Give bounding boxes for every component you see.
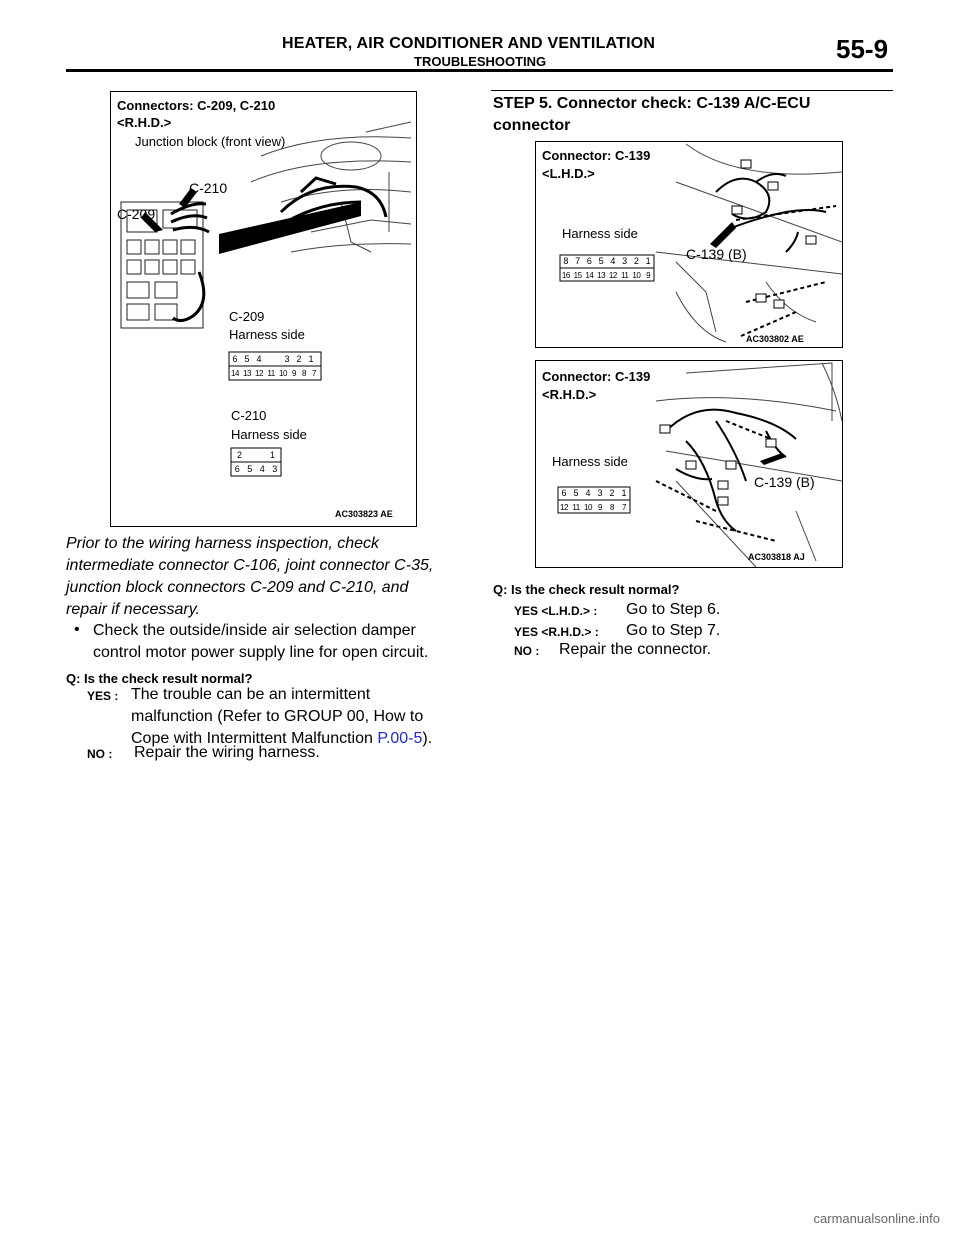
fig3-pins-top	[558, 487, 630, 500]
pin: 8	[610, 503, 614, 512]
intro-paragraph	[66, 533, 466, 621]
fig2-title: Connector: C-139	[542, 148, 651, 163]
fig1-c210-label: C-210	[189, 180, 228, 196]
step-heading	[493, 93, 893, 137]
fig1-c210-title: C-210	[231, 408, 267, 423]
pin: 6	[586, 256, 592, 266]
right-yes-rhd-label: YES <R.H.D.> :	[514, 625, 599, 639]
fig3-code-number: AC303818	[748, 552, 792, 562]
pin: 5	[598, 256, 604, 266]
right-yes-lhd-label: YES <L.H.D.> :	[514, 604, 598, 618]
pin: 3	[597, 488, 603, 498]
fig1-c209-title: C-209	[229, 309, 265, 324]
pin: 9	[292, 369, 296, 378]
fig2-pointer-label: C-139 (B)	[686, 246, 747, 262]
left-question: Q: Is the check result normal?	[66, 671, 253, 686]
pin: 2	[237, 450, 243, 460]
yes-line: malfunction (Refer to GROUP 00, How to	[131, 708, 424, 725]
pin: 1	[269, 450, 275, 460]
pin: 8	[302, 369, 306, 378]
pin: 12	[255, 369, 263, 378]
fig1-c209-side: Harness side	[229, 327, 305, 342]
fig1-c209-label: C-209	[117, 206, 156, 222]
page-title: HEATER, AIR CONDITIONER AND VENTILATION	[282, 35, 656, 52]
pin: 4	[256, 354, 262, 364]
step-heading-line: connector	[493, 117, 571, 134]
pin: 16	[561, 271, 570, 280]
fig3-pins-bottom	[558, 501, 630, 514]
fig3-code-rev: AJ	[793, 552, 805, 562]
fig1-code	[335, 509, 393, 519]
yes-line-end: ).	[422, 730, 433, 747]
pin: 2	[296, 354, 302, 364]
pin: 2	[609, 488, 615, 498]
pin: 10	[279, 369, 287, 378]
fig3-code	[748, 552, 805, 562]
pin: 6	[232, 354, 238, 364]
yes-line: Cope with Intermittent Malfunction	[131, 730, 378, 747]
pin: 3	[622, 256, 628, 266]
fig1-junction-label: Junction block (front view)	[135, 134, 286, 149]
watermark: carmanualsonline.info	[813, 1211, 940, 1226]
pin: 1	[308, 354, 314, 364]
pin: 5	[247, 464, 253, 474]
pin: 9	[598, 503, 602, 512]
pin: 4	[585, 488, 591, 498]
section-title: TROUBLESHOOTING	[414, 54, 547, 69]
fig2-pins-bottom	[560, 269, 654, 282]
step-heading-line: STEP 5. Connector check: C-139 A/C-ECU	[493, 95, 811, 112]
fig1-title: Connectors: C-209, C-210	[117, 98, 276, 113]
step-rule	[491, 90, 893, 91]
fig3-harness-side: Harness side	[552, 454, 628, 469]
fig1-variant: <R.H.D.>	[117, 115, 172, 130]
fig2-code-number: AC303802	[746, 334, 790, 344]
pin: 7	[575, 256, 581, 266]
right-question: Q: Is the check result normal?	[493, 582, 680, 597]
right-yes-rhd-text: Go to Step 7.	[626, 622, 721, 639]
pin: 12	[608, 271, 617, 280]
pin: 11	[572, 503, 580, 512]
pin: 7	[622, 503, 626, 512]
fig3-variant: <R.H.D.>	[542, 387, 597, 402]
pin: 2	[633, 256, 639, 266]
bullet-line: control motor power supply line for open circuit.	[93, 644, 429, 661]
right-no-label: NO :	[514, 644, 540, 658]
pin: 13	[243, 369, 251, 378]
fig2-pins-top	[560, 255, 654, 268]
left-yes-text	[131, 684, 476, 750]
pin: 7	[312, 369, 316, 378]
intro-line: junction block connectors C-209 and C-210, and	[66, 579, 409, 596]
fig1-code-number: AC303823	[335, 509, 379, 519]
c210-pins-bottom	[231, 463, 281, 476]
left-no-label: NO :	[87, 747, 113, 761]
page-reference-link[interactable]: P.00-5	[377, 730, 423, 747]
pin: 5	[244, 354, 250, 364]
page-number: 55-9	[836, 34, 889, 64]
c209-pins-top	[229, 353, 321, 366]
figure-c139-lhd	[535, 141, 843, 348]
fig3-title: Connector: C-139	[542, 369, 651, 384]
pin: 15	[573, 271, 582, 280]
pin: 12	[560, 503, 568, 512]
figure-c209-c210	[110, 91, 417, 527]
pin: 1	[645, 256, 651, 266]
pin: 3	[284, 354, 290, 364]
right-yes-lhd-text: Go to Step 6.	[626, 601, 721, 618]
pin: 4	[610, 256, 616, 266]
header-rule	[66, 69, 893, 72]
pin: 6	[561, 488, 567, 498]
pin: 14	[585, 271, 594, 280]
bullet-item	[93, 620, 473, 664]
fig3-pointer-label: C-139 (B)	[754, 474, 815, 490]
right-no-text: Repair the connector.	[559, 641, 712, 658]
pin: 6	[234, 464, 240, 474]
fig1-code-rev: AE	[380, 509, 393, 519]
fig2-harness-side: Harness side	[562, 226, 638, 241]
pin: 14	[231, 369, 239, 378]
fig1-c210-side: Harness side	[231, 427, 307, 442]
bullet-icon: •	[74, 621, 80, 638]
pin: 4	[259, 464, 265, 474]
pin: 10	[632, 271, 641, 280]
pin: 11	[620, 271, 629, 280]
pin: 11	[267, 369, 275, 378]
fig2-code	[746, 334, 804, 344]
pin: 9	[646, 271, 651, 280]
pin-gap	[265, 353, 281, 366]
c210-pins-top	[231, 449, 281, 462]
pin: 10	[584, 503, 592, 512]
intro-line: repair if necessary.	[66, 601, 200, 618]
fig2-variant: <L.H.D.>	[542, 166, 595, 181]
pin: 5	[573, 488, 579, 498]
fig2-code-rev: AE	[791, 334, 804, 344]
left-no-text: Repair the wiring harness.	[134, 744, 320, 761]
yes-line: The trouble can be an intermittent	[131, 686, 371, 703]
bullet-line: Check the outside/inside air selection damper	[93, 622, 416, 639]
pin: 3	[272, 464, 278, 474]
c209-pins-bottom	[229, 367, 321, 380]
intro-line: Prior to the wiring harness inspection, check	[66, 535, 380, 552]
figure-c139-rhd	[535, 360, 843, 568]
pin: 1	[621, 488, 627, 498]
intro-line: intermediate connector C-106, joint connector C-35,	[66, 557, 434, 574]
pin: 8	[563, 256, 569, 266]
left-yes-label: YES :	[87, 689, 119, 703]
pin: 13	[597, 271, 606, 280]
